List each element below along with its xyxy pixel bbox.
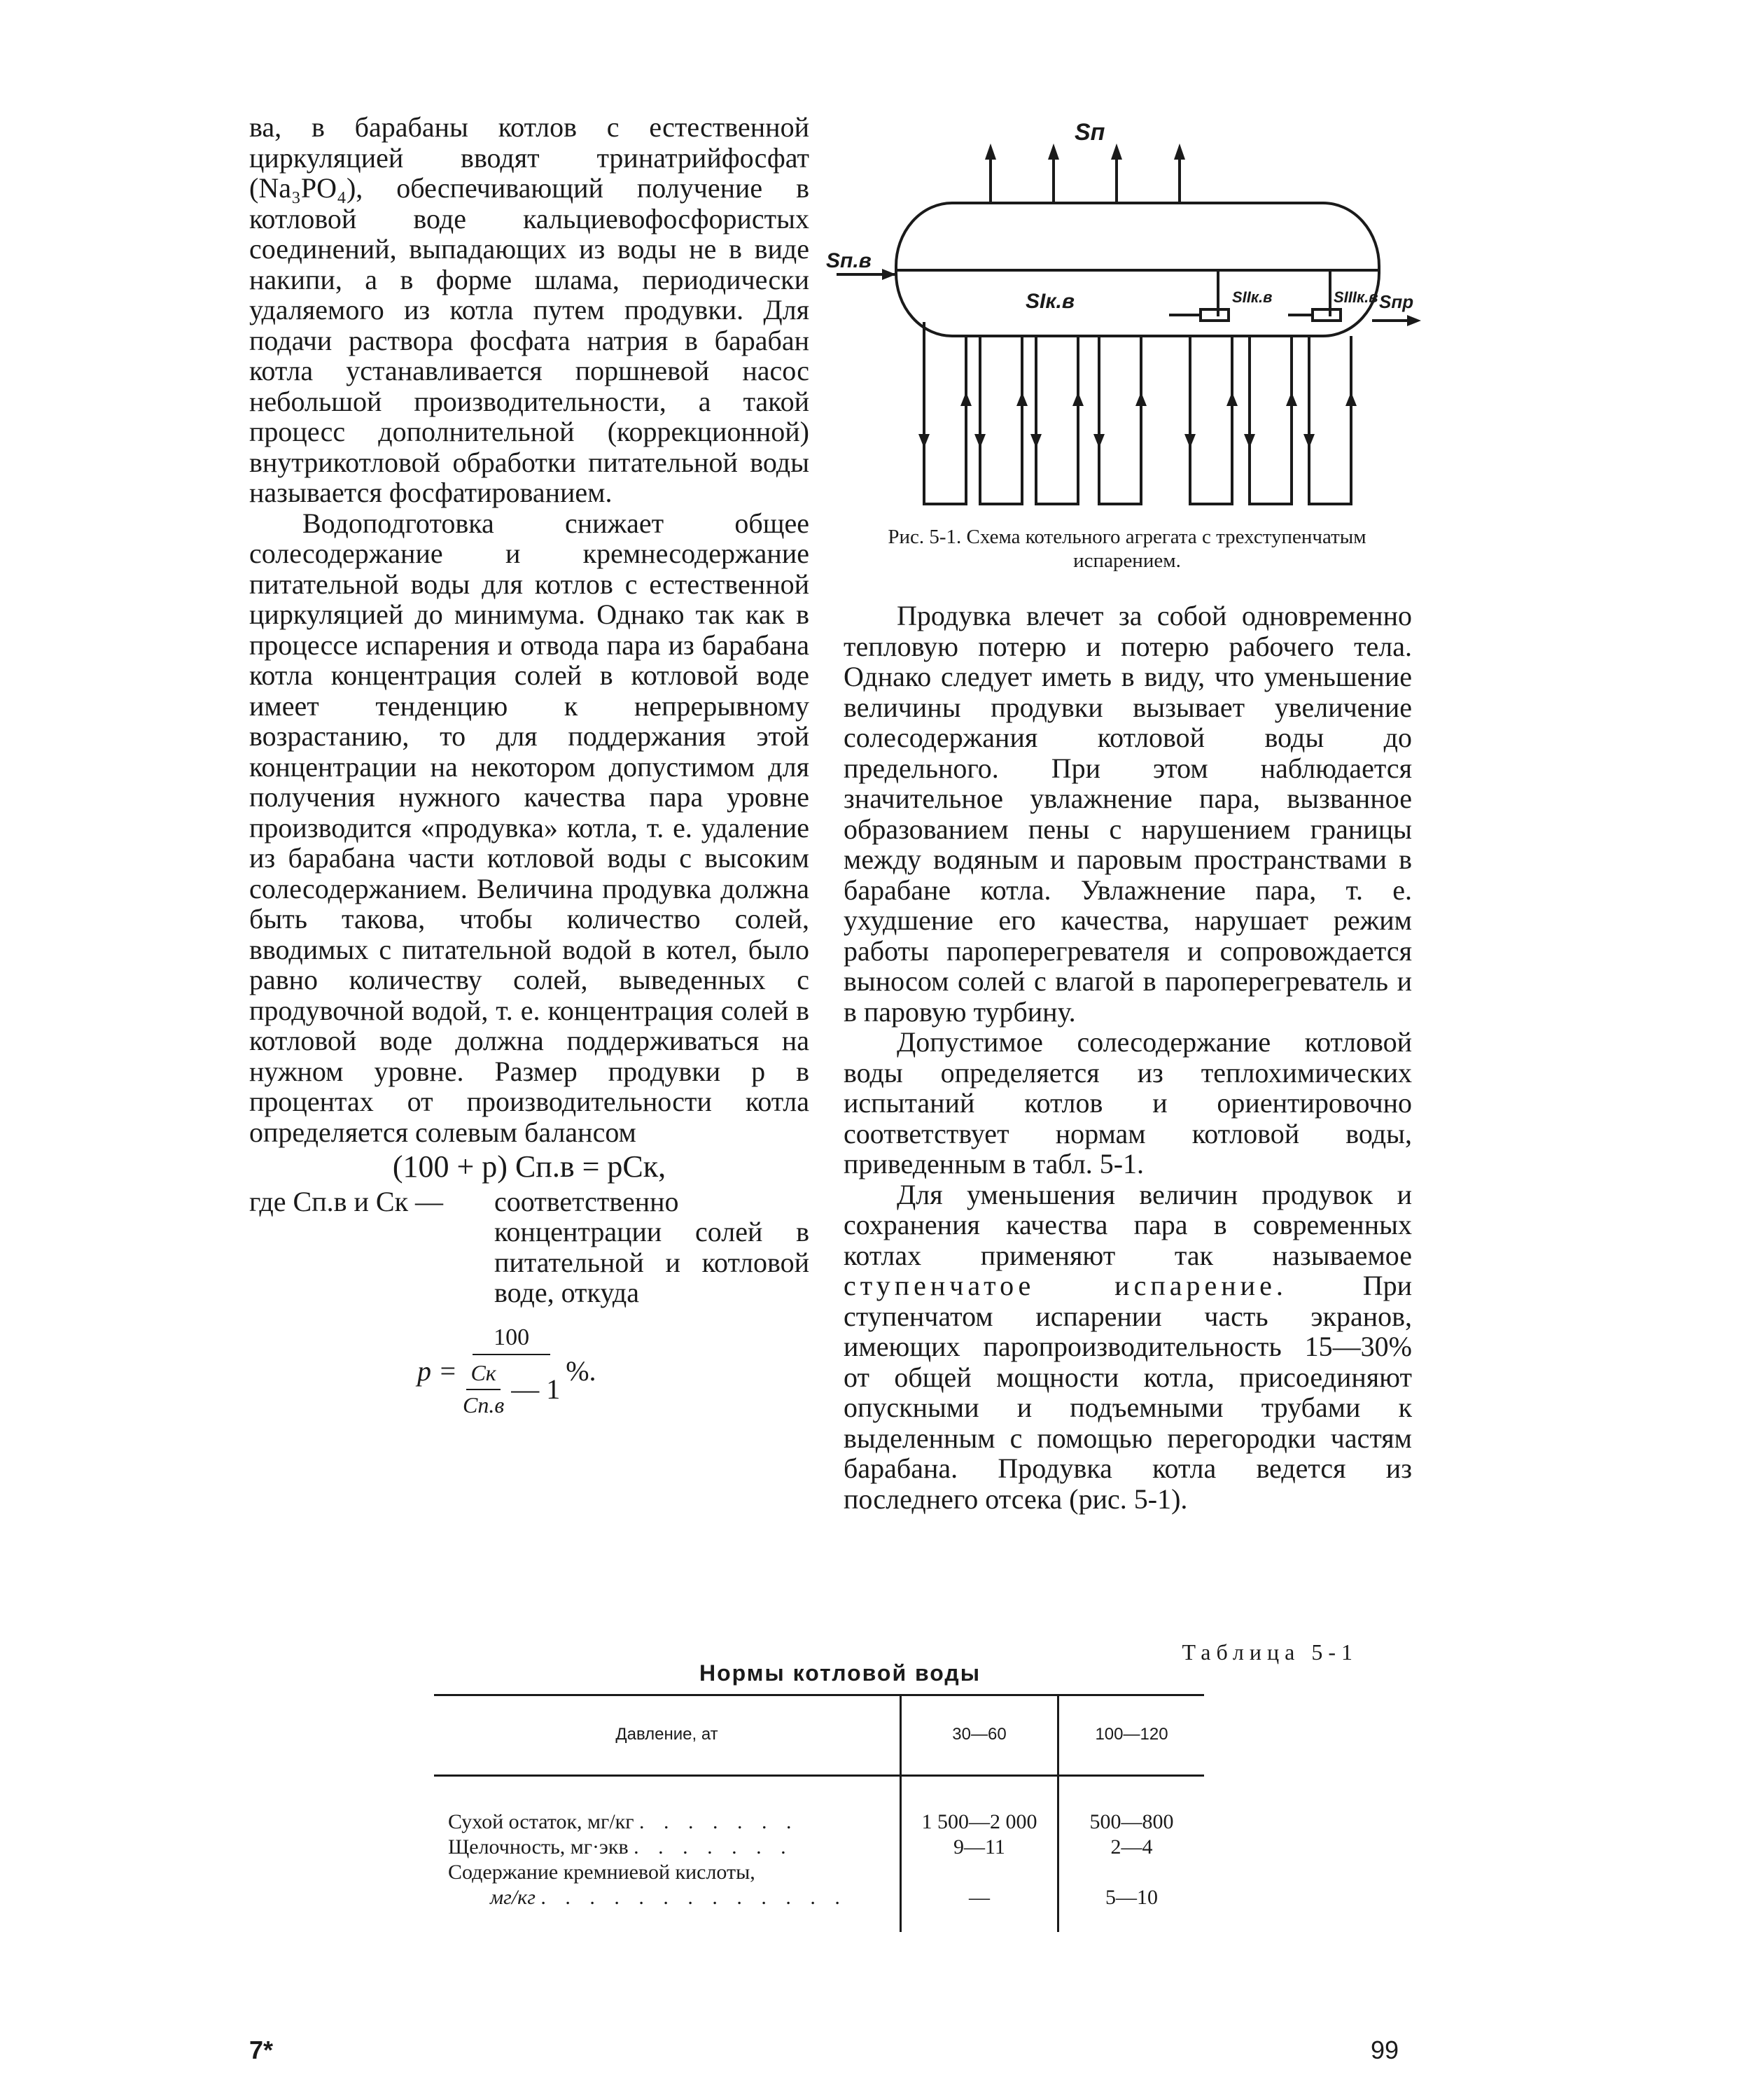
tube-loop-2 [980, 336, 1022, 504]
inner-numerator: Cк [466, 1358, 500, 1390]
row-label: мг/кг [490, 1886, 536, 1909]
label-stage-1: SIк.в [1026, 290, 1075, 313]
row-dots: . . . . . . . . . . . . . [540, 1886, 847, 1909]
row-label: Сухой остаток, мг/кг [448, 1810, 634, 1833]
left-paragraph-1: ва, в барабаны котлов с естественной циркуляцией вводят тринатрийфосфат (Na₃PO₄), обеспечивающий получение в котловой воде кальциевофосфористых соединений, выпадающих из воды не в виде накипи, а в форме шлама, периодически удаляемого из котла путем продувки. Для подачи раствора фосфата натрия в барабан котла устанавливается поршневой насос небольшой производительности, а такой процесс дополнительной (коррекционной) внутрикотловой обработки питательной воды называется фосфатированием. [249, 111, 809, 508]
salt-balance-formula: (100 + p) Cп.в = pCк, [392, 1149, 666, 1184]
inner-fraction [463, 1358, 504, 1420]
tube-loop-6 [1250, 336, 1292, 504]
header-30-60: 30—60 [952, 1725, 1007, 1744]
page-number: 99 [1371, 2036, 1399, 2064]
where-lhs: где Cп.в и Cк — [249, 1185, 444, 1217]
label-steam-out: Sп [1075, 119, 1105, 146]
row-value-1: 9—11 [953, 1835, 1005, 1858]
row-value-1: — [969, 1886, 990, 1909]
p3-emphasis: ступенчатое испарение. [844, 1270, 1287, 1301]
left-paragraph-2: Водоподготовка снижает общее солесодержание и кремнесодержание питательной воды для котлов с естественной циркуляцией до минимума. Однако так как в процессе испарения и отвода пара из барабана котла концентрация солей в котловой воде имеет тенденцию к непрерывному возрастанию, то для поддержания этой концентрации на некотором допустимом для получения нужного качества пара уровне производится «продувка» котла, т. е. удаление из барабана части котловой воды с высоким солесодержанием. Величина продувка должна быть такова, чтобы количество солей, вводимых с питательной водой в котел, было равно количеству солей, выведенных с продувочной водой, т. е. концентрация солей в котловой воде должна поддерживаться на нужном уровне. Размер продувки p в процентах от производительности котла определяется солевым балансом [249, 507, 809, 1148]
row-label: Содержание кремниевой кислоты, [448, 1861, 755, 1884]
figure-caption: Рис. 5-1. Схема котельного агрегата с трехступенчатым испарением. [888, 526, 1366, 572]
tube-loop-1 [924, 322, 966, 504]
frac-denominator [463, 1355, 560, 1420]
frac-lhs: p = [417, 1355, 457, 1387]
table-row [448, 1835, 896, 1860]
blowdown-formula [417, 1322, 809, 1421]
valve-1 [1201, 309, 1229, 321]
valve-2 [1313, 309, 1341, 321]
frac-numerator: 100 [473, 1322, 550, 1356]
tube-loop-7 [1309, 336, 1351, 504]
tube-loop-5 [1190, 336, 1232, 504]
table-row [448, 1809, 896, 1835]
frac-minus: — 1 [511, 1373, 561, 1405]
row-dots: . . . . . . . [634, 1835, 793, 1858]
table-header-rule [434, 1774, 1204, 1777]
tube-loop-3 [1036, 336, 1078, 504]
boiler-schematic-figure [819, 112, 1421, 532]
table-title: Нормы котловой воды [699, 1660, 981, 1686]
p3-end: При ступенчатом испарении часть экранов, имеющих паропроизводительность 15—30% от общей мощности котла, присоединяют опускными и подъемными трубами к выделенным с помощью перегородки частям барабана. Продувка котла ведется из последнего отсека (рис. 5-1). [844, 1270, 1412, 1515]
right-column [844, 601, 1412, 1514]
header-pressure: Давление, ат [615, 1725, 718, 1744]
label-feed-water: Sп.в [826, 249, 872, 272]
header-100-120: 100—120 [1095, 1725, 1168, 1744]
table-row [490, 1885, 896, 1910]
row-dots: . . . . . . . [639, 1810, 799, 1833]
water-norms-table [434, 1694, 1204, 1932]
right-paragraph-3 [844, 1180, 1412, 1515]
p3-start: Для уменьшения величин продувок и сохранения качества пара в современных котлах применяют так называемое [844, 1178, 1412, 1271]
label-blowdown: Sпр [1379, 291, 1414, 312]
fraction [463, 1322, 560, 1421]
table-row [448, 1860, 896, 1885]
table-number: Таблица 5-1 [1182, 1639, 1358, 1665]
signature-mark: 7* [249, 2036, 274, 2064]
row-value-2: 500—800 [1089, 1810, 1174, 1833]
label-stage-2: SIIк.в [1232, 288, 1273, 306]
tube-loop-4 [1099, 336, 1141, 504]
frac-unit: %. [566, 1355, 596, 1387]
row-value-2: 2—4 [1110, 1835, 1153, 1858]
where-rhs: соответственно концентрации солей в питательной и котловой воде, откуда [494, 1185, 809, 1308]
right-paragraph-2: Допустимое солесодержание котловой воды определяется из теплохимических испытаний котлов и ориентировочно соответствует нормам котловой воды, приведенным в табл. 5-1. [844, 1026, 1412, 1180]
row-label: Щелочность, мг·экв [448, 1835, 629, 1858]
table-top-rule [434, 1694, 1204, 1696]
left-column [249, 112, 809, 1420]
formula-where-clause [249, 1186, 809, 1308]
row-value-1: 1 500—2 000 [921, 1810, 1037, 1833]
right-paragraph-1: Продувка влечет за собой одновременно тепловую потерю и потерю рабочего тела. Однако следует иметь в виду, что уменьшение величины продувки вызывает увеличение солесодержания котловой воды до предельного. При этом наблюдается значительное увлажнение пара, вызванное образованием пены с нарушением границы между водяным и паровым пространствами в барабане котла. Увлажнение пара, т. е. ухудшение его качества, нарушает режим работы пароперегревателя и сопровождается выносом солей с влагой в пароперегреватель и в паровую турбину. [844, 600, 1412, 1028]
row-value-2: 5—10 [1105, 1886, 1158, 1909]
label-stage-3: SIIIк.в [1334, 288, 1378, 306]
inner-denominator: Cп.в [463, 1392, 505, 1418]
